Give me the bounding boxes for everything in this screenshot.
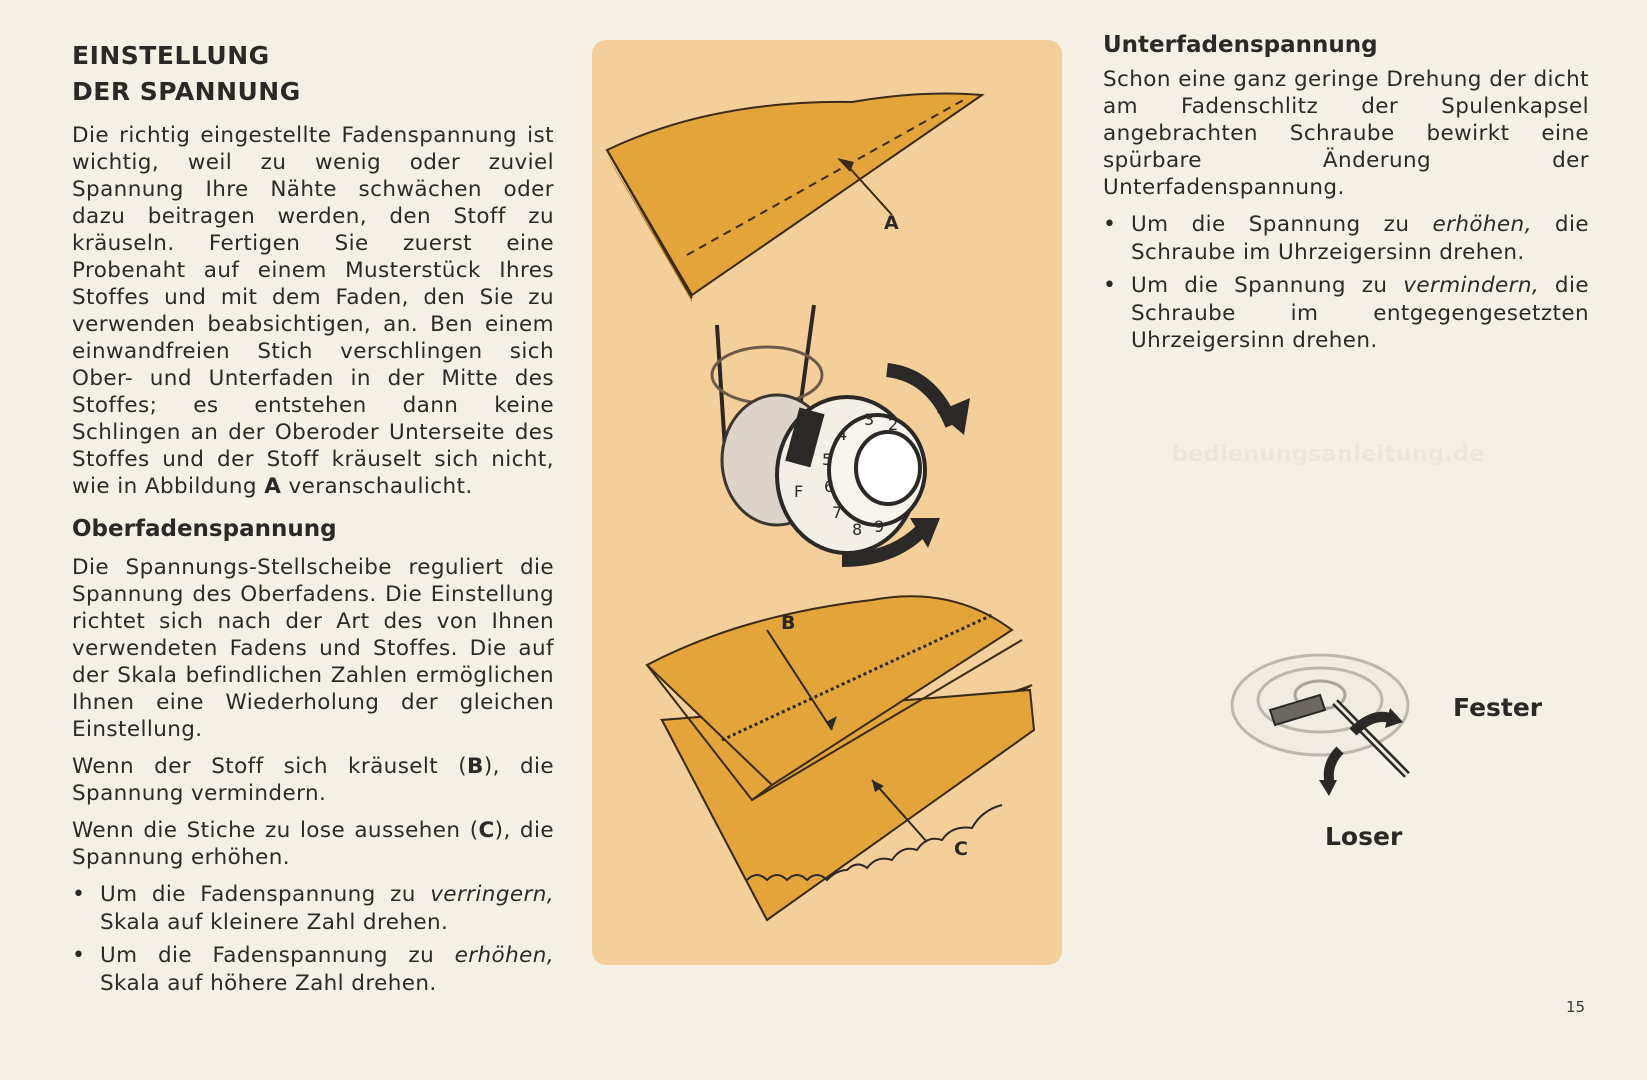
bullet-text: Um die Spannung zu [1131, 212, 1433, 237]
bullet-text: Um die Fadenspannung zu [100, 943, 455, 968]
section-title-line1: EINSTELLUNG [72, 41, 270, 70]
section-title-line2: DER SPANNUNG [72, 77, 301, 106]
dial-number-3: 3 [864, 410, 875, 429]
bullet-icon: • [72, 882, 86, 907]
bobbin-thread-heading: Unterfadenspannung [1103, 32, 1378, 58]
bobbin-thread-paragraph: Schon eine ganz geringe Drehung der dicht am Fadenschlitz der Spulenkapsel angebrachten Schraube bewirkt eine spürbare Änderung der Unterfadenspannung. [1103, 67, 1589, 200]
page-number: 15 [1566, 998, 1586, 1016]
upper-thread-heading: Oberfadenspannung [72, 516, 337, 542]
dial-number-5: 5 [822, 450, 833, 469]
figure-label-a: A [884, 212, 899, 234]
upper-thread-bullets [72, 881, 554, 997]
bullet-text: die Schraube im Uhrzeigersinn drehen. [1131, 212, 1589, 265]
right-column [1103, 30, 1589, 361]
upper-thread-paragraph: Die Spannungs-Stellscheibe reguliert die Spannung des Oberfadens. Die Einstellung richtet sich nach der Art des von Ihnen verwendeten Fadens und Stoffes. Die auf der Skala befindlichen Zahlen ermöglichen Ihnen eine Wiederholung der gleichen Einstellung. [72, 555, 554, 742]
loose-text-b: ), die Spannung erhöhen. [72, 818, 554, 870]
puckering-text-b: ), die Spannung vermindern. [72, 754, 555, 806]
bullet-increase-bobbin [1103, 211, 1589, 266]
dial-number-4: 4 [837, 425, 848, 444]
bobbin-label-loser: Loser [1325, 822, 1403, 851]
bullet-emphasis: erhöhen, [454, 943, 554, 968]
intro-end: veranschaulicht. [288, 474, 473, 499]
dial-number-2: 2 [888, 415, 899, 434]
left-column [72, 38, 554, 1003]
loose-text-a: Wenn die Stiche zu lose aussehen ( [72, 818, 479, 843]
dial-number-6: 6 [824, 477, 835, 496]
bullet-emphasis: vermindern, [1403, 273, 1540, 298]
bobbin-label-fester: Fester [1453, 693, 1543, 722]
bullet-icon: • [1103, 212, 1117, 237]
bullet-decrease-upper [72, 881, 554, 936]
bullet-emphasis: verringern, [430, 882, 554, 907]
intro-text: Die richtig eingestellte Fadenspannung ist wichtig, weil zu wenig oder zuviel Spannung Ihre Nähte schwächen oder dazu beitragen werden, den Stoff zu kräuseln. Fertigen Sie zuerst eine Probenaht auf einem Musterstück Ihres Stoffes und mit dem Faden, den Sie zu verwenden beabsichtigen, an. Ben einem einwandfreien Stich verschlingen sich Ober- und Unterfaden in der Mitte des Stoffes; es entstehen dann keine Schlingen an der Oberoder Unterseite des Stoffes und der Stoff kräuselt sich nicht, wie in Abbildung [72, 123, 554, 499]
bullet-text: Skala auf kleinere Zahl drehen. [100, 909, 449, 935]
bullet-increase-upper [72, 942, 554, 997]
loose-stitch-paragraph [72, 817, 554, 871]
figure-ref-c: C [478, 818, 495, 843]
figure-ref-b: B [467, 754, 484, 779]
dial-number-9: 9 [874, 517, 885, 536]
figure-label-c: C [954, 838, 968, 860]
bullet-text: die Schraube im entgegengesetzten Uhrzeigersinn drehen. [1131, 273, 1589, 353]
fabric-samples-b-c [647, 596, 1034, 920]
fabric-sample-a [607, 94, 982, 302]
dial-number-7: 7 [832, 503, 843, 522]
bullet-text: Um die Spannung zu [1131, 273, 1404, 298]
tension-illustration [592, 40, 1062, 965]
dial-letter-f: F [794, 482, 804, 501]
figure-label-b: B [781, 612, 796, 634]
dial-number-8: 8 [852, 520, 863, 539]
puckering-paragraph [72, 753, 554, 807]
bullet-decrease-bobbin [1103, 272, 1589, 355]
bullet-emphasis: erhöhen, [1432, 212, 1532, 237]
bullet-text: Skala auf höhere Zahl drehen. [100, 970, 437, 996]
bobbin-thread-bullets [1103, 211, 1589, 355]
figure-ref-a: A [264, 474, 282, 499]
section-title [72, 38, 554, 110]
watermark-text: bedienungsanleitung.de [1172, 442, 1485, 467]
bullet-icon: • [1103, 273, 1117, 298]
bobbin-case-illustration [1225, 650, 1445, 810]
bullet-icon: • [72, 943, 86, 968]
intro-paragraph [72, 122, 554, 500]
puckering-text-a: Wenn der Stoff sich kräuselt ( [72, 754, 468, 779]
bullet-text: Um die Fadenspannung zu [100, 882, 431, 907]
tension-dial [712, 305, 970, 560]
